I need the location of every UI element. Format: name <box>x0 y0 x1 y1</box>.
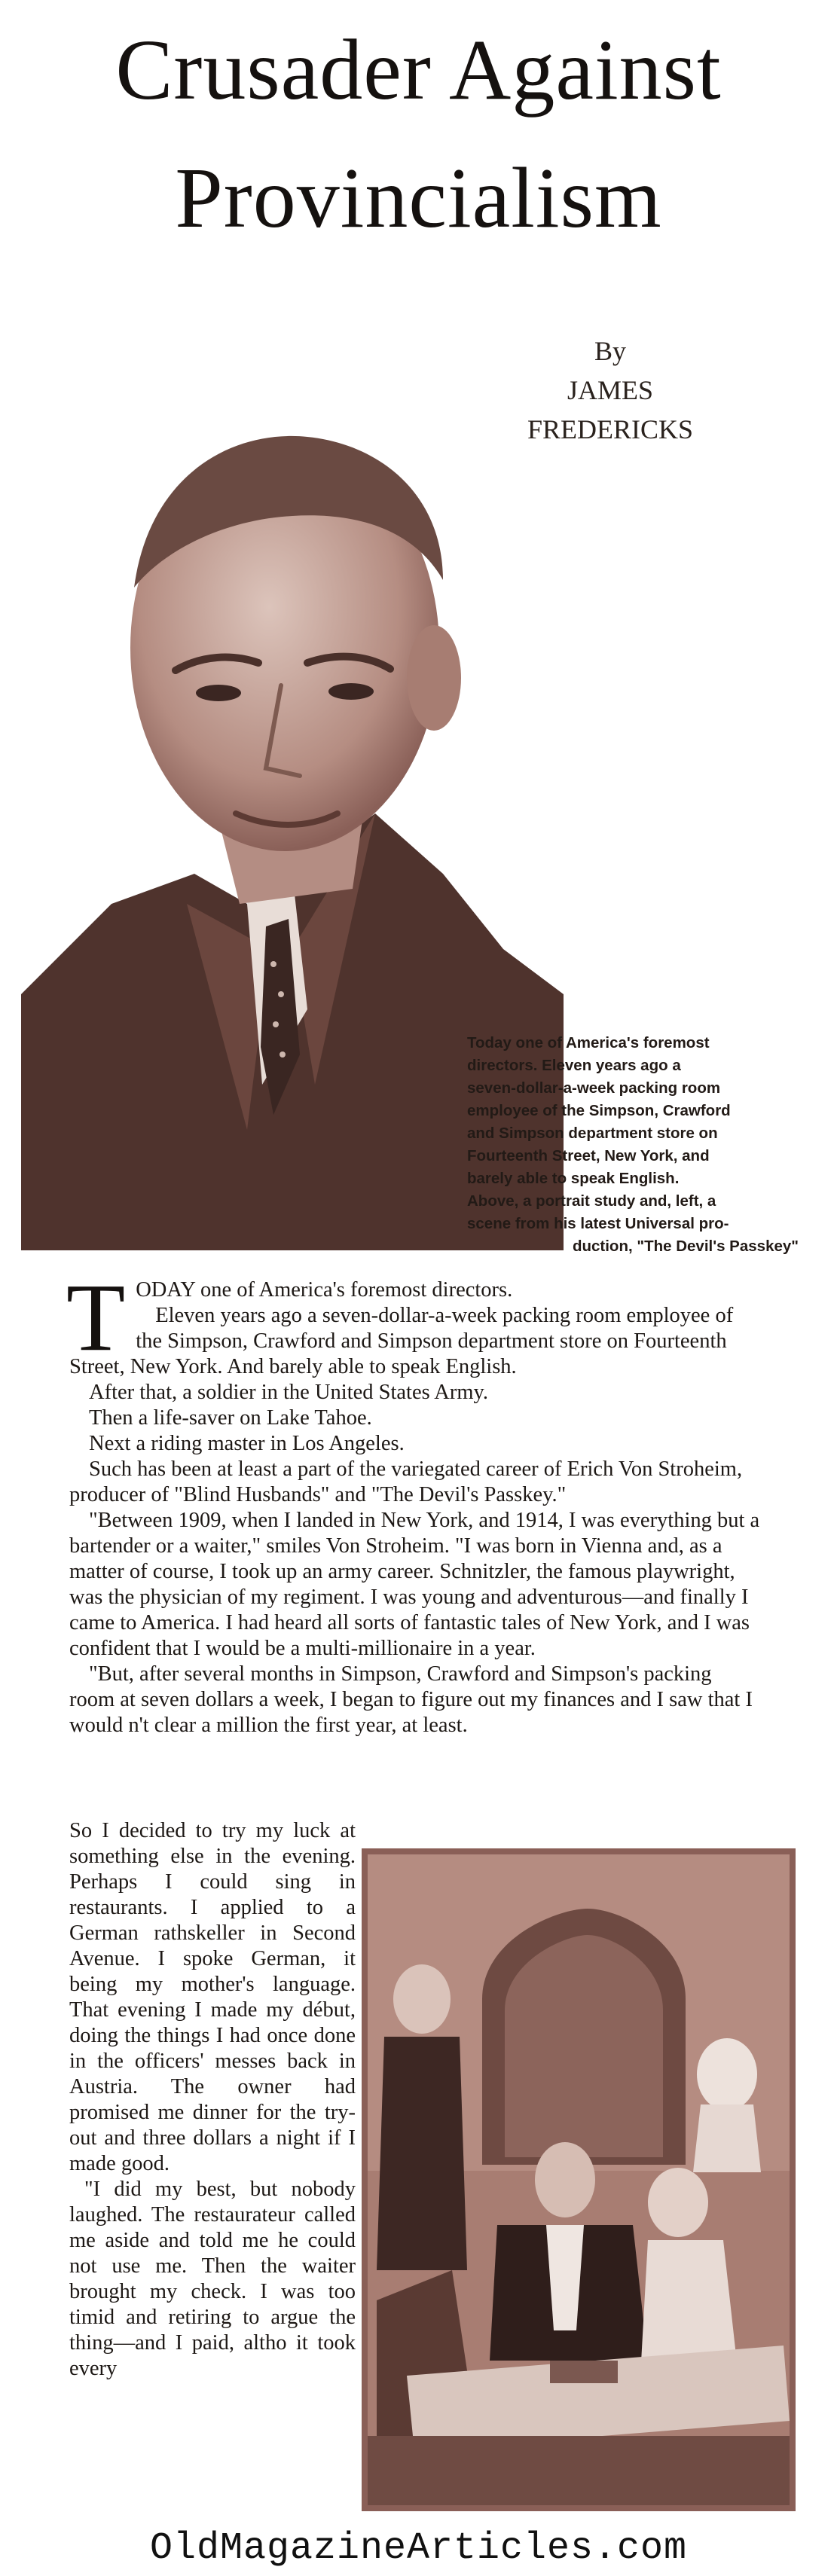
caption-line: Fourteenth Street, New York, and <box>467 1147 710 1164</box>
paragraph: "Between 1909, when I landed in New York, and 1914, I was everything but a bartender or a waiter," smiles Von Stroheim. "I was born in Vienna and, as a matter of course, I took up an army career. Schnitzler, the famous playwright, was the physician of my regiment. I was young and adventurous—and finally I came to America. I had heard all sorts of fantastic tales of New York, and I was confident that I would be a multi-millionaire in a year. <box>69 1509 760 1660</box>
film-scene-photo <box>362 1848 796 2511</box>
caption-line: employee of the Simpson, Crawford <box>467 1102 731 1119</box>
byline-author-first: JAMES <box>567 375 654 405</box>
caption-line: barely able to speak English. <box>467 1170 680 1187</box>
caption-line: Above, a portrait study and, left, a <box>467 1192 716 1210</box>
caption-line: directors. Eleven years ago a <box>467 1057 681 1074</box>
byline-author-last: FREDERICKS <box>527 414 694 444</box>
paragraph: Then a life-saver on Lake Tahoe. <box>89 1406 372 1430</box>
byline-by: By <box>594 336 626 366</box>
paragraph: Next a riding master in Los Angeles. <box>89 1432 405 1455</box>
paragraph: "I did my best, but nobody laughed. The restaurateur called me aside and told me he could not use me. Then the waiter brought my check. I was too timid and retiring to argue the thing—and I paid, altho it took every <box>69 2178 356 2380</box>
caption-line: seven-dollar-a-week packing room <box>467 1079 721 1097</box>
paragraph: "But, after several months in Simpson, Crawford and Simpson's packing room at seven dollars a week, I began to figure out my finances and I saw that I would n't clear a million the first year, at least. <box>69 1662 753 1737</box>
caption-line: and Simpson department store on <box>467 1125 718 1142</box>
paragraph: So I decided to try my luck at something else in the evening. Perhaps I could sing in restaurants. I applied to a German rathskeller in Second Avenue. I spoke German, it being my mother's language. That evening I made my début, doing the things I had once done in the officers' messes back in Austria. The owner had promised me dinner for the try-out and three dollars a night if I made good. <box>69 1819 356 2175</box>
headline-line-1: Crusader Against <box>115 22 722 118</box>
caption-line: duction, "The Devil's Passkey" <box>572 1238 799 1255</box>
paragraph: After that, a soldier in the United States Army. <box>89 1381 489 1404</box>
article-narrow-column <box>69 1818 356 2382</box>
drop-cap: T <box>66 1264 126 1371</box>
caption-line: scene from his latest Universal pro- <box>467 1215 729 1232</box>
photo-caption <box>467 1032 799 1258</box>
lead-line: ODAY one of America's foremost directors. <box>136 1278 513 1302</box>
footer-site: OldMagazineArticles.com <box>149 2527 688 2570</box>
paragraph: Eleven years ago a seven-dollar-a-week packing room employee of the Simpson, Crawford and Simpson department store on Fourteenth Street, New York. And barely able to speak English. <box>69 1304 734 1378</box>
caption-line: Today one of America's foremost <box>467 1034 710 1051</box>
headline-line-2: Provincialism <box>175 150 662 246</box>
article-body <box>66 1264 761 1738</box>
paragraph: Such has been at least a part of the variegated career of Erich Von Stroheim, producer of "Blind Husbands" and "The Devil's Passkey." <box>69 1457 743 1506</box>
